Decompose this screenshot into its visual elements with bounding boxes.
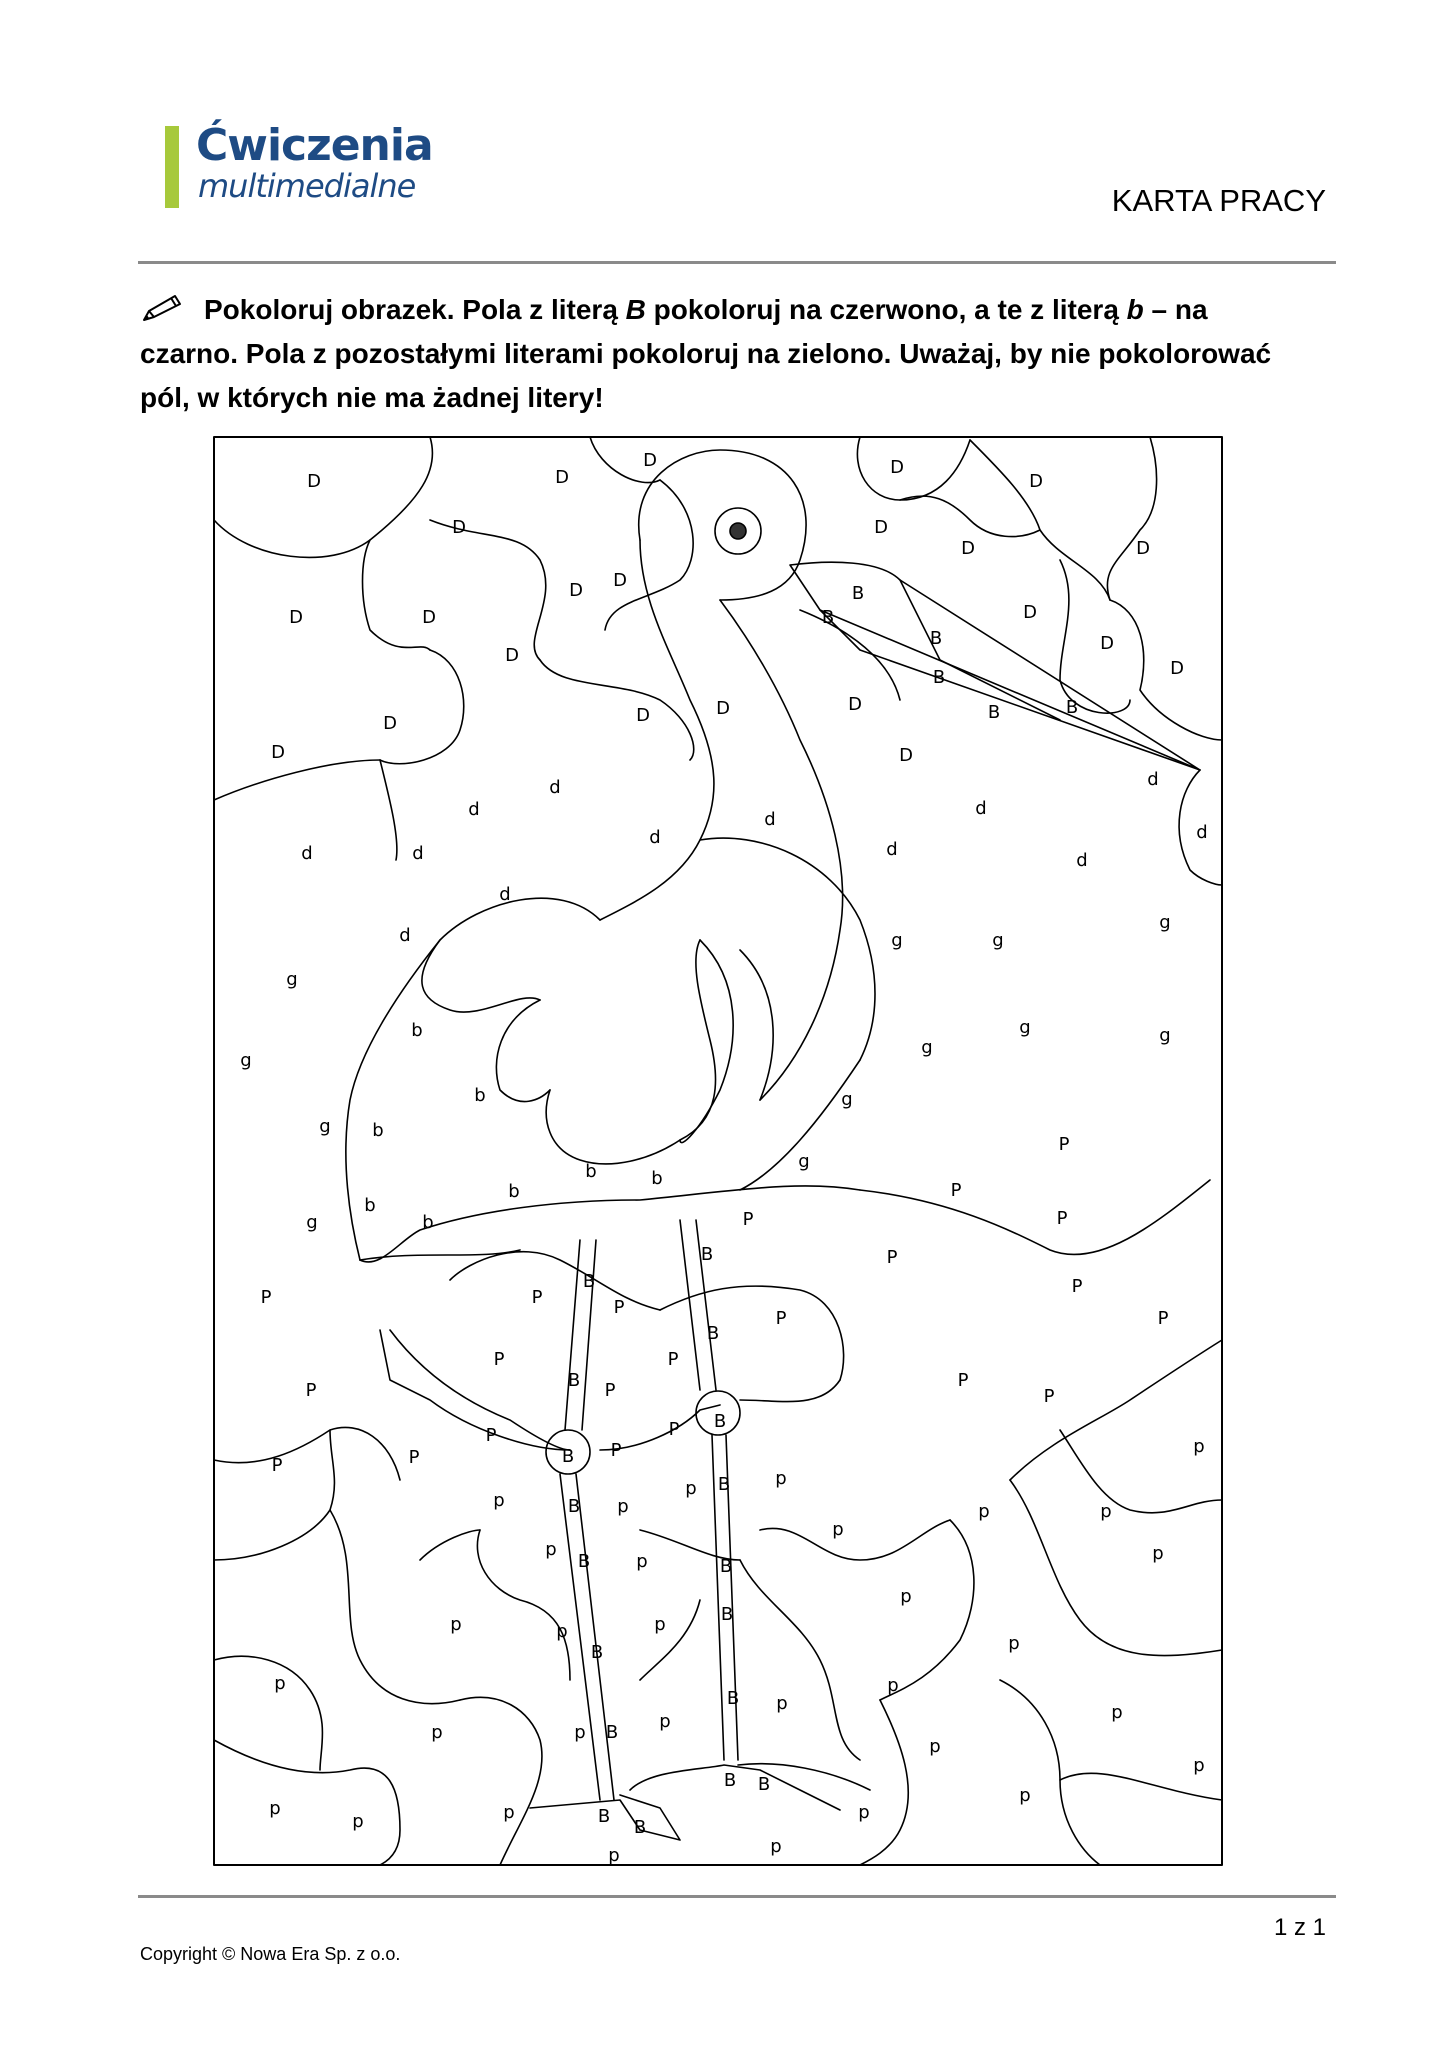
field-letter: P [531,1287,543,1308]
field-letter: B [577,1551,591,1572]
field-letter: P [1071,1276,1083,1297]
field-letter: p [1111,1702,1123,1723]
header-divider [138,261,1336,264]
field-letter: B [582,1271,596,1292]
field-letter: p [608,1845,620,1866]
field-letter: p [770,1836,782,1857]
field-letter: D [1023,602,1037,623]
field-letter: B [567,1370,581,1391]
field-letter: B [561,1446,575,1467]
field-letter: p [887,1675,899,1696]
field-letter: b [651,1168,663,1189]
field-letter: p [493,1490,505,1511]
coloring-picture [213,436,1223,1866]
field-letter: p [269,1798,281,1819]
field-letter: d [886,839,898,860]
field-letter: d [468,799,480,820]
field-letter: B [726,1688,740,1709]
field-letter: D [636,705,650,726]
field-letter: D [452,517,466,538]
field-letter: D [271,742,285,763]
copyright: Copyright © Nowa Era Sp. z o.o. [140,1944,401,1964]
field-letter: g [286,969,298,990]
field-letter: D [307,471,321,492]
field-letter: D [1029,471,1043,492]
field-letter: D [874,517,888,538]
field-letter: D [961,538,975,559]
instruction-letter-B: B [625,294,646,325]
field-letter: p [775,1468,787,1489]
field-letter: d [1147,769,1159,790]
field-letter: g [1019,1017,1031,1038]
instruction-part-3: – na czarno. Pola z pozostałymi literami pokoloruj na zielono. Uważaj, by nie pokolorować pól, w których nie ma żadnej litery! [140,294,1272,413]
field-letter: p [1152,1543,1164,1564]
field-letter: g [921,1037,933,1058]
field-letter: B [597,1806,611,1827]
field-letter: p [352,1811,364,1832]
field-letter: B [700,1244,714,1265]
field-letter: B [851,583,865,604]
field-letter: P [305,1380,317,1401]
field-letter: p [685,1478,697,1499]
field-letter: B [706,1323,720,1344]
field-letter: p [832,1519,844,1540]
field-letter: P [1056,1208,1068,1229]
field-letter: p [636,1551,648,1572]
field-letter: B [717,1474,731,1495]
field-letter: g [1159,1025,1171,1046]
field-letter: D [383,713,397,734]
field-letter: P [742,1209,754,1230]
page-number: 1 z 1 [1273,1914,1326,1941]
field-letter: D [422,607,436,628]
field-letter: p [654,1614,666,1635]
field-letter: d [301,843,313,864]
field-letter: p [929,1736,941,1757]
field-letter: P [271,1455,283,1476]
field-letter: d [1196,822,1208,843]
field-letter: P [1157,1308,1169,1329]
field-letter: B [987,702,1001,723]
field-letter: P [408,1447,420,1468]
field-letter: B [757,1774,771,1795]
field-letter: p [274,1673,286,1694]
field-letter: B [723,1770,737,1791]
field-letter: P [485,1425,497,1446]
field-letter: p [1100,1501,1112,1522]
field-letter: g [841,1089,853,1110]
instruction-part-1: Pokoloruj obrazek. Pola z literą [204,294,626,325]
field-letter: d [399,925,411,946]
field-letter: P [950,1180,962,1201]
field-letter: B [929,628,943,649]
field-letter: D [890,457,904,478]
field-letter: D [716,698,730,719]
field-letter: d [764,809,776,830]
field-letter: P [667,1349,679,1370]
field-letter: D [1136,538,1150,559]
field-letter: D [1170,658,1184,679]
field-letter: B [605,1722,619,1743]
field-letter: g [240,1050,252,1071]
field-letter: p [858,1802,870,1823]
field-letter: d [1076,850,1088,871]
field-letter: P [668,1419,680,1440]
field-letter: D [569,580,583,601]
field-letter: d [412,843,424,864]
footer-divider [138,1895,1336,1898]
field-letter: P [493,1349,505,1370]
field-letter: b [508,1181,520,1202]
field-letter: p [617,1496,629,1517]
field-letter: P [604,1380,616,1401]
field-letter: p [574,1722,586,1743]
field-letter: B [821,607,835,628]
field-letter: b [474,1085,486,1106]
field-letter: D [555,467,569,488]
field-letter: p [900,1586,912,1607]
field-letter: D [899,745,913,766]
field-letter: b [422,1212,434,1233]
field-letter: P [610,1440,622,1461]
field-letter: p [545,1539,557,1560]
field-letter: D [613,570,627,591]
instruction-text [140,288,1310,420]
field-letter: B [1065,697,1079,718]
field-letter: B [633,1817,647,1838]
field-letter: P [1058,1134,1070,1155]
field-letter: D [1100,633,1114,654]
field-letter: d [649,827,661,848]
field-letters [240,450,1207,1866]
field-letter: B [713,1411,727,1432]
pencil-icon [140,293,184,323]
logo-bar [165,126,179,208]
instruction-part-2: pokoloruj na czerwono, a te z literą [645,294,1127,325]
field-letter: p [776,1693,788,1714]
field-letter: b [372,1120,384,1141]
field-letter: p [659,1711,671,1732]
field-letter: P [260,1287,272,1308]
field-letter: p [1008,1633,1020,1654]
field-letter: d [549,777,561,798]
field-letter: g [1159,912,1171,933]
field-letter: P [886,1247,898,1268]
field-letter: p [431,1722,443,1743]
field-letter: B [719,1556,733,1577]
field-letter: b [364,1195,376,1216]
logo-title: Ćwiczenia [196,120,433,171]
field-letter: D [505,645,519,666]
field-letter: D [848,694,862,715]
field-letter: P [1043,1386,1055,1407]
field-letter: g [992,930,1004,951]
field-letter: B [567,1496,581,1517]
field-letter: B [932,667,946,688]
field-letter: d [499,884,511,905]
field-letter: B [720,1604,734,1625]
field-letter: p [978,1501,990,1522]
field-letter: g [319,1116,331,1137]
field-letter: p [503,1802,515,1823]
field-letter: P [613,1297,625,1318]
field-letter: g [798,1151,810,1172]
field-letter: g [891,930,903,951]
field-letter: p [450,1614,462,1635]
field-letter: p [1193,1436,1205,1457]
field-letter: d [975,798,987,819]
field-letter: D [643,450,657,471]
instruction-letter-b: b [1126,294,1144,325]
field-letter: D [289,607,303,628]
field-letter: P [957,1370,969,1391]
field-letter: b [585,1161,597,1182]
field-letter: b [411,1020,423,1041]
logo-subtitle: multimedialne [198,167,416,205]
field-letter: B [590,1642,604,1663]
document-type: KARTA PRACY [1111,183,1326,218]
field-letter: P [775,1308,787,1329]
field-letter: p [1019,1785,1031,1806]
field-letter: p [556,1621,568,1642]
field-letter: g [306,1212,318,1233]
field-letter: p [1193,1755,1205,1776]
